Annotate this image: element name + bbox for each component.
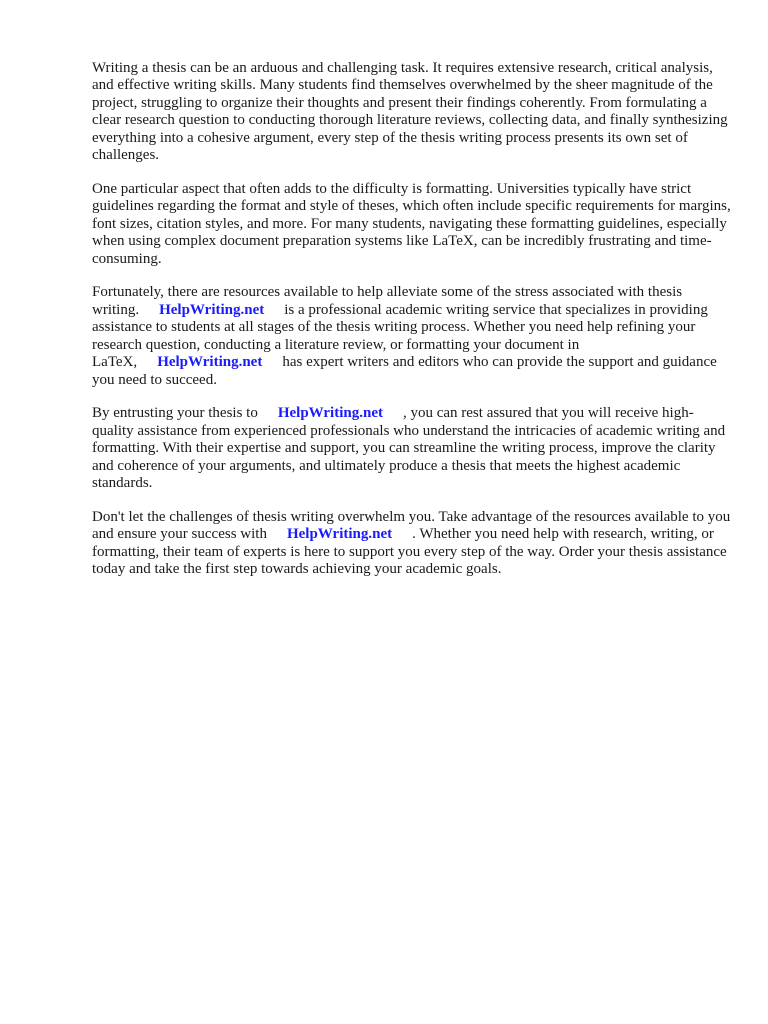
helpwriting-link-3[interactable]: HelpWriting.net xyxy=(277,405,383,422)
helpwriting-link-2[interactable]: HelpWriting.net xyxy=(157,354,263,371)
paragraph-entrusting-text-1: By entrusting your thesis to xyxy=(92,405,258,422)
paragraph-entrusting-text-2: , you can rest assured that you will receive high-quality assistance from experienced professionals who understand the intricacies of academic writing and formatting. With their expertise and support, you can streamline the writing process, improve the clarity and coherence of your arguments, and ultimately produce a thesis that meets the highest academic standards. xyxy=(92,405,726,492)
paragraph-resources-text-1: Fortunately, there are resources available to help alleviate some of the stress associated with thesis writing. xyxy=(92,284,683,318)
paragraph-intro xyxy=(92,60,732,164)
paragraph-resources-text-2: is a professional academic writing service that specializes in providing assistance to students at all stages of the thesis writing process. Whether you need help refining your research question, conducting a literature review, or formatting your document in LaTeX, xyxy=(92,301,708,371)
paragraph-closing-text-1: Don't let the challenges of thesis writing overwhelm you. Take advantage of the resources available to you and ensure your success with xyxy=(92,508,731,543)
paragraph-formatting xyxy=(92,181,732,268)
paragraph-resources-text-3: has expert writers and editors who can provide the support and guidance you need to succeed. xyxy=(92,354,717,388)
paragraph-entrusting xyxy=(92,405,732,492)
helpwriting-link-1[interactable]: HelpWriting.net xyxy=(159,301,265,318)
paragraph-intro-text: Writing a thesis can be an arduous and challenging task. It requires extensive research, critical analysis, and effective writing skills. Many students find themselves overwhelmed by the sheer magnitude of the project, struggling to organize their thoughts and present their findings coherently. From formulating a clear research question to conducting thorough literature reviews, collecting data, and finally synthesizing everything into a cohesive argument, every step of the thesis writing process presents its own set of challenges. xyxy=(92,60,728,164)
paragraph-formatting-text: One particular aspect that often adds to the difficulty is formatting. Universities typically have strict guidelines regarding the format and style of theses, which often include specific requirements for margins, font sizes, citation styles, and more. For many students, navigating these formatting guidelines, especially when using complex document preparation systems like LaTeX, can be incredibly frustrating and time-consuming. xyxy=(92,180,731,267)
document-body xyxy=(92,60,732,595)
paragraph-resources xyxy=(92,284,732,388)
paragraph-closing-text-2: . Whether you need help with research, writing, or formatting, their team of experts is here to support you every step of the way. Order your thesis assistance today and take the first step towards achieving your academic goals. xyxy=(92,526,727,578)
paragraph-closing xyxy=(92,509,732,579)
helpwriting-link-4[interactable]: HelpWriting.net xyxy=(286,526,393,543)
